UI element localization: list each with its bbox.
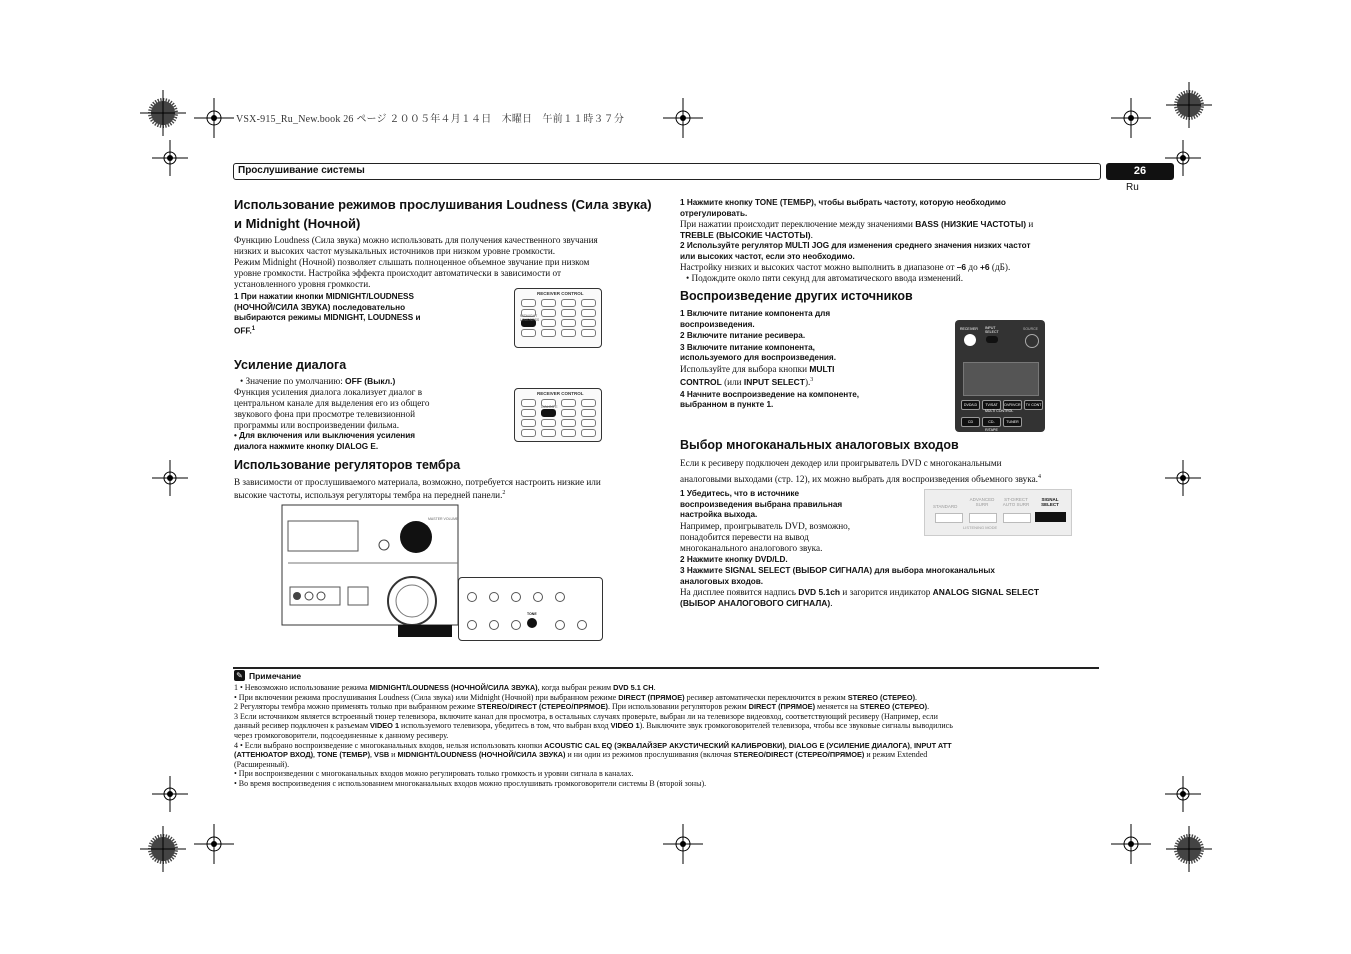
tone-step1: 1 Нажмите кнопку TONE (ТЕМБР), чтобы выбрать частоту, которую необходимо отрегулировать. [680,198,1006,218]
tone-panel-zoom [458,577,603,641]
heading-tone: Использование регуляторов тембра [234,458,461,472]
crosshair-mark-l1 [152,140,188,176]
multi-text: Если к ресиверу подключен декодер или проигрыватель DVD с многоканальными аналоговыми выходами (стр. 12), их можно выбрать для воспроизведения объемного звука.$^4$ [680,458,1041,485]
crosshair-mark-br [1111,824,1151,864]
remote-key-tv-cont: TV CONT [1024,400,1043,410]
tone-switch: При нажатии происходит переключение между значениями BASS (НИЗКИЕ ЧАСТОТЫ) и TREBLE (ВЫСОКИЕ ЧАСТОТЫ). [680,219,1034,240]
crosshair-mark-bc [663,824,703,864]
note-1b: • При включении режима прослушивания Loudness (Сила звука) или Midnight (Ночной) при выбранном режиме DIRECT (ПРЯМОЕ) ресивер автоматически переключится в режим STEREO (СТЕРЕО). [234,692,918,702]
multi-display: На дисплее появится надпись DVD 5.1ch и загорится индикатор ANALOG SIGNAL SELECT (ВЫБОР АНАЛОГОВОГО СИГНАЛА). [680,587,1040,609]
sig-standard-label: STANDARD [933,504,958,509]
signal-select-button [1035,512,1066,522]
remote-illustration-midnight [514,288,602,348]
panel-master-label: MASTER VOLUME [428,517,459,521]
remote-key-dialog-label: DIALOG E [541,405,558,409]
print-header: VSX-915_Ru_New.book 26 ページ ２００５年４月１４日 木曜日 午前１１時３７分 [236,114,625,125]
multi-step3: 3 Нажмите SIGNAL SELECT (ВЫБОР СИГНАЛА) для выбора многоканальных аналоговых входов. [680,566,995,586]
sig-listening-label: LISTENING MODE [963,525,998,530]
crosshair-mark-r3 [1165,776,1201,812]
heading-multi: Выбор многоканальных аналоговых входов [680,438,959,452]
dialog-default: • Значение по умолчанию: OFF (Выкл.) [240,376,396,386]
input-select-button [986,336,998,343]
tone-text: В зависимости от прослушиваемого материала, возможно, потребуется настроить низкие или высокие частоты, используя регуляторы тембра на передней панели.$^2$ [234,477,601,501]
remote-source-label: SOURCE [1023,327,1038,331]
crosshair-mark-l3 [152,776,188,812]
tone-button-label: TONE [527,612,537,616]
note-1a: 1 • Невозможно использование режима MIDNIGHT/LOUDNESS (НОЧНОЙ/СИЛА ЗВУКА), когда выбран режим DVD 5.1 CH. [234,683,656,692]
other-step3: 3 Включите питание компонента, используемого для воспроизведения. [680,342,836,362]
tone-wait: • Подождите около пяти секунд для автоматического ввода изменений. [686,273,964,283]
other-step1: 1 Включите питание компонента для воспроизведения. [680,309,831,329]
section-title: Прослушивание системы [238,165,365,176]
crosshair-mark-tr [1111,98,1151,138]
notes [234,670,1100,789]
multi-example: Например, проигрыватель DVD, возможно, понадобится перевести на вывод многоканального аналогового звука. [680,520,851,553]
dialog-text: Функция усиления диалога локализует диалог в центральном канале для выделения его из общего звукового фона при просмотре телевизионной программы или воспроизведении фильма. [234,387,430,430]
remote-key-dvd-ld: DVD/LD [961,400,980,410]
remote-multi-label: MULTI CONTROL [985,409,1014,413]
heading-dialog: Усиление диалога [234,358,347,372]
other-step4: 4 Начните воспроизведение на компоненте, выбранном в пункте 1. [680,389,860,410]
tone-button [527,618,537,628]
remote-key-tv-sat: TV/SAT [982,400,1001,410]
registration-mark-bl [138,824,188,874]
loudness-text: Функцию Loudness (Сила звука) можно использовать для получения качественного звучания низких и высоких частот музыкальных источников при низком уровне громкости. Режим Midnight (Ночной) позволяет слышать полноценное объемное звучание при низком уровне громкости. Настройка эффекта происходит автоматически в зависимости от установленного уровня громкости. [234,235,598,289]
note-2: 2 Регуляторы тембра можно применять только при выбранном режиме STEREO/DIRECT (СТЕРЕО/ПРЯМОЕ). При использовании регуляторов режим DIRECT (ПРЯМОЕ) меняется на STEREO (СТЕРЕО). [234,702,930,712]
note-4b: • При воспроизведении с многоканальных входов можно регулировать только громкость и уровни сигнала в каналах. [234,769,634,779]
section-bar [233,163,1101,180]
tone-step2: 2 Используйте регулятор MULTI JOG для изменения среднего значения низких частот или высоких частот, если это необходимо. [680,241,1031,261]
sig-advanced-label: ADVANCED SURR [969,497,995,507]
sig-stdirect-label: ST-DIRECT AUTO SURR [1002,497,1030,507]
remote-receiver-label: RECEIVER [960,327,978,331]
crosshair-mark-tl2 [194,98,234,138]
note-3: 3 Если источником является встроенный тюнер телевизора, включите канал для просмотра, в остальных случаях проверьте, выбран ли на телевизоре видеовход, соответствующий ресиверу (Например, если данный ресивер подключен к разъемам VIDEO 1 используемого телевизора, убедитесь в том, что выбран вход VIDEO 1). Выключите звук громкоговорителей телевизора, чтобы все звуковые сигналы выводились через громкоговорители, подсоединенные к данному ресиверу. [234,711,953,740]
right-column [680,198,1100,284]
crosshair-mark-tc [663,98,703,138]
other-step2: 2 Включите питание ресивера. [680,331,806,340]
registration-mark-tr [1164,80,1214,130]
tone-range: Настройку низких и высоких частот можно выполнить в диапазоне от –6 до +6 (дБ). [680,262,1011,272]
heading-other: Воспроизведение других источников [680,289,913,303]
receiver-power-button [964,334,976,346]
other-use: Используйте для выбора кнопки MULTI CONTROL (или INPUT SELECT).$^3$ [680,363,835,387]
remote-title-2: RECEIVER CONTROL [537,391,584,396]
registration-mark-tl [138,88,188,138]
front-panel-illustration [280,503,460,639]
multi-step2: 2 Нажмите кнопку DVD/LD. [680,554,788,564]
source-power-button [1025,334,1039,348]
remote-input-label: INPUT SELECT [985,326,999,334]
crosshair-mark-r2 [1165,460,1201,496]
page-number: 26 [1106,163,1174,180]
notes-rule [233,667,1099,669]
remote-key-tuner: TUNER [1003,417,1022,427]
listening-mode-strip [924,489,1072,536]
remote-key-cd-r-tape: CD-R/TAPE [982,417,1001,427]
remote-display [963,362,1039,396]
loudness-step: 1 При нажатии кнопки MIDNIGHT/LOUDNESS (НОЧНОЙ/СИЛА ЗВУКА) последовательно выбираются режимы MIDNIGHT, LOUDNESS и OFF.$^1$ [234,292,421,336]
heading-loudness-1: Использование режимов прослушивания Loudness (Сила звука) [234,197,652,212]
crosshair-mark-bl2 [194,824,234,864]
remote-key-cd: CD [961,417,980,427]
note-4c: • Во время воспроизведения с использованием многоканальных входов можно прослушивать громкоговорители системы B (второй зоны). [234,778,707,788]
remote-key-midnight-label: MIDNIGHT LOUDNESS [520,314,540,322]
note-4: 4 • Если выбрано воспроизведение с многоканальных входов, нельзя использовать кнопки ACOUSTIC CAL EQ (ЭКВАЛАЙЗЕР АКУСТИЧЕСКИЙ КАЛИБРОВКИ), DIALOG E (УСИЛЕНИЕ ДИАЛОГА), INPUT ATT (АТТЕНЮАТОР ВХОД), TONE (ТЕМБР), VSB и MIDNIGHT/LOUDNESS (НОЧНОЙ/СИЛА ЗВУКА) и ни один из режимов прослушивания (включая STEREO/DIRECT (СТЕРЕО/ПРЯМОЕ) и режим Extended (Расширенный). [234,740,952,769]
remote-key-dvr-vcr: DVR/VCR [1003,400,1022,410]
remote-illustration-source [955,320,1045,432]
dialog-step: • Для включения или выключения усиления диалога нажмите кнопку DIALOG E. [234,431,415,451]
remote-illustration-dialog [514,388,602,442]
crosshair-mark-l2 [152,460,188,496]
page-lang: Ru [1126,182,1139,193]
sig-signal-label: SIGNAL SELECT [1041,497,1059,507]
notes-header: ✎ Примечание [234,670,1100,681]
multi-step1: 1 Убедитесь, что в источнике воспроизведения выбрана правильная настройка выхода. [680,489,843,520]
remote-title: RECEIVER CONTROL [537,291,584,296]
heading-loudness-2: и Midnight (Ночной) [234,216,361,231]
left-column-3 [234,458,654,501]
note-icon: ✎ [234,670,245,681]
registration-mark-br [1164,824,1214,874]
